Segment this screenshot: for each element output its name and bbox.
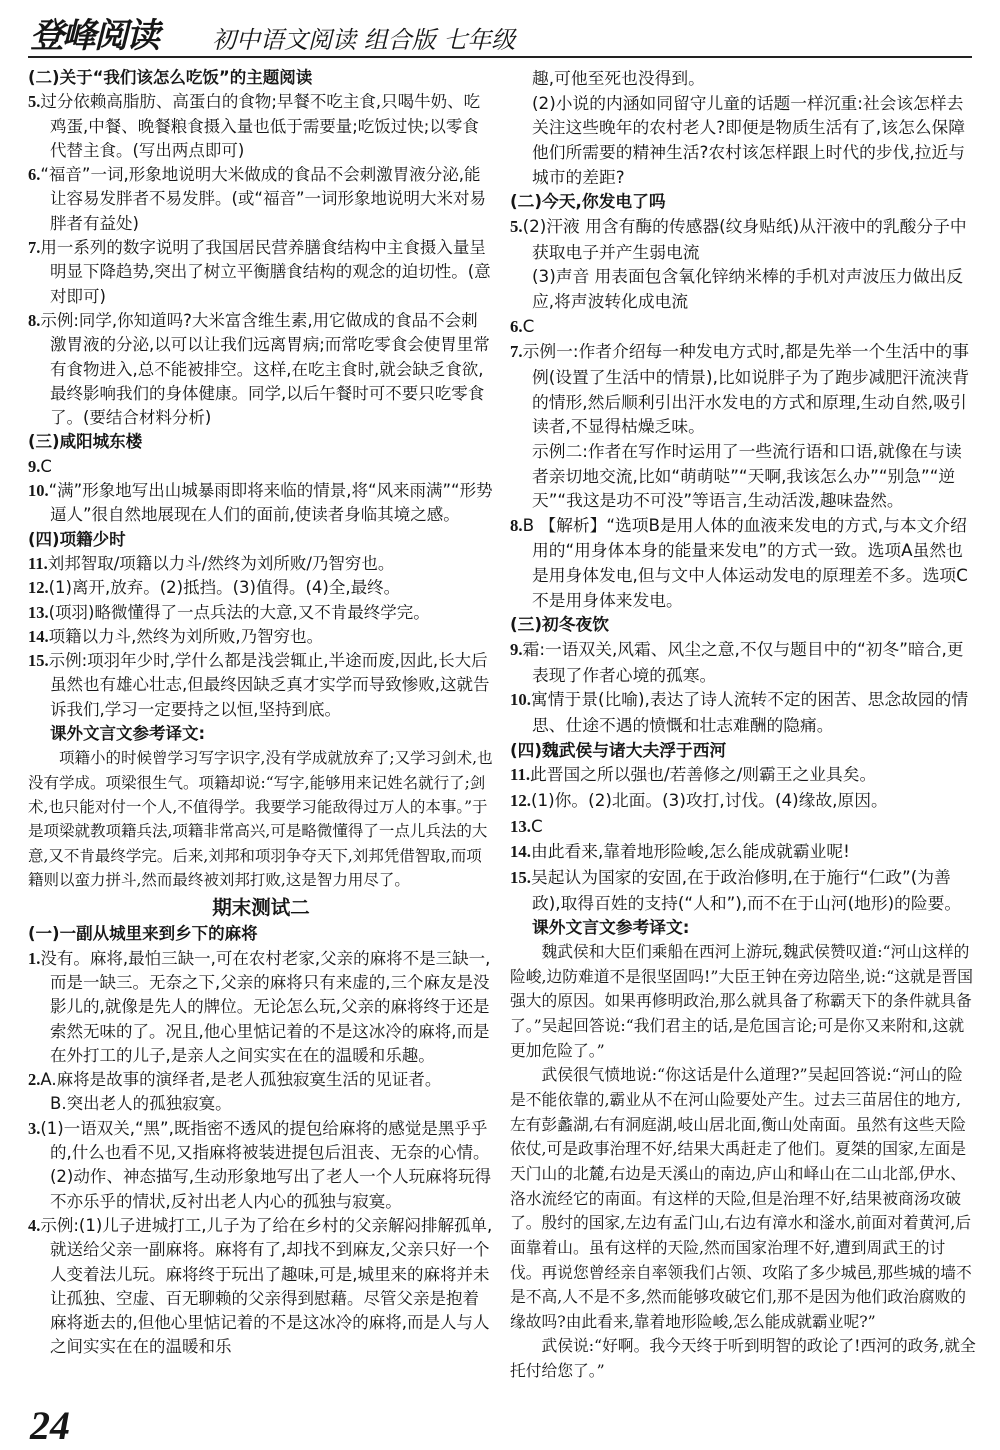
translation-paragraph: 项籍小的时候曾学习写字识字,没有学成就放弃了;又学习剑术,也没有学成。项梁很生气。项籍却说:“写字,能够用来记姓名就行了;剑术,也只能对付一个人,不值得学。我要学习能敌得过万人的本事。”于是项梁就教项籍兵法,项籍非常高兴,可是略微懂得了一点儿兵法的大意,又不肯最终学完。后来,刘邦和项羽争夺天下,刘邦凭借智取,而项籍则以蛮力拼斗,然而最终被刘邦打败,这是智力用尽了。 [28, 749, 493, 889]
section-title: (三)咸阳城东楼 [28, 432, 143, 452]
header-divider [28, 56, 972, 58]
answer-item: 15.吴起认为国家的安固,在于政治修明,在于施行“仁政”(为善政),取得百姓的支持(“人和”),而不在于山河(地形)的险要。 [510, 867, 962, 913]
answer-item: 6.C [510, 315, 535, 336]
answer-item: 5.(2)汗液 用含有酶的传感器(纹身贴纸)从汗液中的乳酸分子中获取电子并产生弱电流 [510, 215, 967, 262]
translation-paragraph: 武侯说:“好啊。我今天终于听到明智的政论了!西河的政务,就全托付给您了。” [510, 1336, 976, 1381]
section-title: (四)魏武侯与诸大夫浮于西河 [510, 739, 727, 760]
answer-item: 15.示例:项羽年少时,学什么都是浅尝辄止,半途而废,因此,长大后虽然也有雄心壮志,但最终因缺乏真才实学而导致惨败,这就告诉我们,学习一定要持之以恒,坚持到底。 [28, 651, 490, 719]
answer-item: 13.C [510, 815, 543, 836]
exam-title: 期末测试二 [212, 896, 310, 920]
answer-continuation: (2)动作、神态描写,生动形象地写出了老人一个人玩麻将玩得不亦乐乎的情状,反衬出老人内心的孤独与寂寞。 [50, 1167, 492, 1211]
section-title: (一)一副从城里来到乡下的麻将 [28, 924, 258, 944]
translation-heading: 课外文言文参考译文: [532, 917, 690, 938]
answer-item: 7.示例一:作者介绍每一种发电方式时,都是先举一个生活中的事例(设置了生活中的情景),比如说胖子为了跑步减肥汗流浃背的情形,然后顺利引出汗水发电的方式和原理,生动自然,吸引读者,不显得枯燥乏味。 [510, 341, 970, 437]
answer-item: 8.B 【解析】“选项B是用人体的血液来发电的方式,与本文介绍用的“用身体本身的能量来发电”的方式一致。选项A虽然也是用身体发电,但与文中人体运动发电的原理差不多。选项C不是用身体来发电。 [510, 514, 968, 610]
answer-item: 2.A.麻将是故事的演绎者,是老人孤独寂寞生活的见证者。 [28, 1070, 442, 1090]
answer-item: 12.(1)离开,放弃。(2)抵挡。(3)值得。(4)全,最终。 [28, 578, 401, 598]
left-column [28, 66, 494, 1360]
answer-item: 4.示例:(1)儿子进城打工,儿子为了给在乡村的父亲解闷排解孤单,就送给父亲一副麻将。麻将有了,却找不到麻友,父亲只好一个人变着法儿玩。麻将终于玩出了趣味,可是,城里来的麻将并未让孤独、空虚、百无聊赖的父亲得到慰藉。尽管父亲是抱着麻将逝去的,但他心里惦记着的不是这冰冷的麻将,而是人与人之间实实在在的温暖和乐 [28, 1215, 493, 1357]
book-logo: 登峰阅读 [30, 16, 158, 56]
answer-item: 7.用一系列的数字说明了我国居民营养膳食结构中主食摄入量呈明显下降趋势,突出了树立平衡膳食结构的观念的迫切性。(意对即可) [28, 238, 491, 306]
answer-continuation: B.突出老人的孤独寂寞。 [50, 1094, 232, 1114]
page-number: 24 [30, 1403, 70, 1448]
answer-continuation: (3)声音 用表面包含氧化锌纳米棒的手机对声波压力做出反应,将声波转化成电流 [532, 266, 964, 311]
answer-item: 6.“福音”一词,形象地说明大米做成的食品不会刺激胃液分泌,能让容易发胖者不易发胖。(或“福音”一词形象地说明大米对易胖者有益处) [28, 165, 487, 233]
answer-item: 10.寓情于景(比喻),表达了诗人流转不定的困苦、思念故园的情思、仕途不遇的愤慨和壮志难酬的隐痛。 [510, 689, 969, 736]
answer-item: 1.没有。麻将,最怕三缺一,可在农村老家,父亲的麻将不是三缺一,而是一缺三。无奈之下,父亲的麻将只有来虚的,三个麻友是没影儿的,就像是先人的牌位。无论怎么玩,父亲的麻将终于还是索然无味的了。况且,他心里惦记着的不是这冰冷的麻将,而是在外打工的儿子,是亲人之间实实在在的温暖和乐趣。 [28, 948, 491, 1065]
answer-item: 12.(1)你。(2)北面。(3)攻打,讨伐。(4)缘故,原因。 [510, 790, 888, 811]
section-title: (三)初冬夜饮 [510, 614, 610, 635]
answer-item: 8.示例:同学,你知道吗?大米富含维生素,用它做成的食品不会刺激胃液的分泌,以可以让我们远离胃病;而常吃零食会使胃里常有食物进入,总不能被排空。这样,在吃主食时,就会缺乏食欲,最终影响我们的身体健康。同学,以后午餐时可不要只吃零食了。(要结合材料分析) [28, 310, 490, 428]
section-title: (二)关于“我们该怎么吃饭”的主题阅读 [28, 68, 313, 87]
answer-continuation: 趣,可他至死也没得到。 [532, 68, 705, 88]
answer-item: 9.霜:一语双关,风霜、风尘之意,不仅与题目中的“初冬”暗合,更表现了作者心境的孤寒。 [510, 639, 964, 685]
section-title: (二)今天,你发电了吗 [510, 191, 666, 212]
page-header [28, 6, 972, 58]
answer-item: 14.项籍以力斗,然终为刘所败,乃智穷也。 [28, 626, 324, 646]
book-subtitle: 初中语文阅读 组合版 七年级 [212, 26, 516, 54]
answer-continuation: 示例二:作者在写作时运用了一些流行语和口语,就像在与读者亲切地交流,比如“萌萌哒”“天啊,我该怎么办”“别急”“逆天”“我这是功不可没”等语言,生动活泼,趣味盎然。 [532, 440, 962, 511]
answer-item: 3.(1)一语双关,“黑”,既指密不透风的提包给麻将的感觉是黑乎乎的,什么也看不见,又指麻将被装进提包后沮丧、无奈的心情。 [28, 1118, 490, 1163]
translation-paragraph: 武侯很气愤地说:“你这话是什么道理?”吴起回答说:“河山的险是不能依靠的,霸业从不在河山险要处产生。过去三苗居住的地方,左有彭蠡湖,右有洞庭湖,岐山居北面,衡山处南面。虽然有这些天险依仗,可是政事治理不好,结果大禹赶走了他们。夏桀的国家,左面是天门山的北麓,右边是天溪山的南边,庐山和峄山在二山北部,伊水、洛水流经它的南面。有这样的天险,但是治理不好,结果被商汤攻破了。殷纣的国家,左边有孟门山,右边有漳水和滏水,前面对着黄河,后面靠着山。虽有这样的天险,然而国家治理不好,遭到周武王的讨伐。再说您曾经亲自率领我们占领、攻陷了多少城邑,那些城的墙不是不高,人不是不多,然而能够攻破它们,那不是因为他们政治腐败的缘故吗?由此看来,靠着地形险峻,怎么能成就霸业呢?” [510, 1065, 972, 1331]
answer-item: 13.(项羽)略微懂得了一点兵法的大意,又不肯最终学完。 [28, 602, 430, 622]
answer-item: 5.过分依赖高脂肪、高蛋白的食物;早餐不吃主食,只喝牛奶、吃鸡蛋,中餐、晚餐粮食摄入量也低于需要量;吃饭过快;以零食代替主食。(写出两点即可) [28, 92, 481, 160]
answer-item: 11.刘邦智取/项籍以力斗/然终为刘所败/乃智穷也。 [28, 553, 395, 573]
right-column [510, 66, 976, 1384]
answer-item: 9.C [28, 456, 52, 476]
answer-item: 14.由此看来,靠着地形险峻,怎么能成就霸业呢! [510, 841, 850, 862]
translation-heading: 课外文言文参考译文: [50, 724, 206, 744]
answer-continuation: (2)小说的内涵如同留守儿童的话题一样沉重:社会该怎样去关注这些晚年的农村老人?即便是物质生活有了,该怎么保障他们所需要的精神生活?农村该怎样跟上时代的步伐,拉近与城市的差距? [532, 92, 965, 187]
answer-item: 11.此晋国之所以强也/若善修之/则霸王之业具矣。 [510, 764, 877, 785]
answer-item: 10.“满”形象地写出山城暴雨即将来临的情景,将“风来雨满”“形势逼人”很自然地展现在人们的面前,使读者身临其境之感。 [28, 481, 493, 525]
section-title: (四)项籍少时 [28, 529, 126, 549]
translation-paragraph: 魏武侯和大臣们乘船在西河上游玩,魏武侯赞叹道:“河山这样的险峻,边防难道不是很坚固吗!”大臣王钟在旁边陪坐,说:“这就是晋国强大的原因。如果再修明政治,那么就具备了称霸天下的条件就具备了。”吴起回答说:“我们君主的话,是危国言论;可是你又来附和,这就更加危险了。” [510, 941, 974, 1060]
